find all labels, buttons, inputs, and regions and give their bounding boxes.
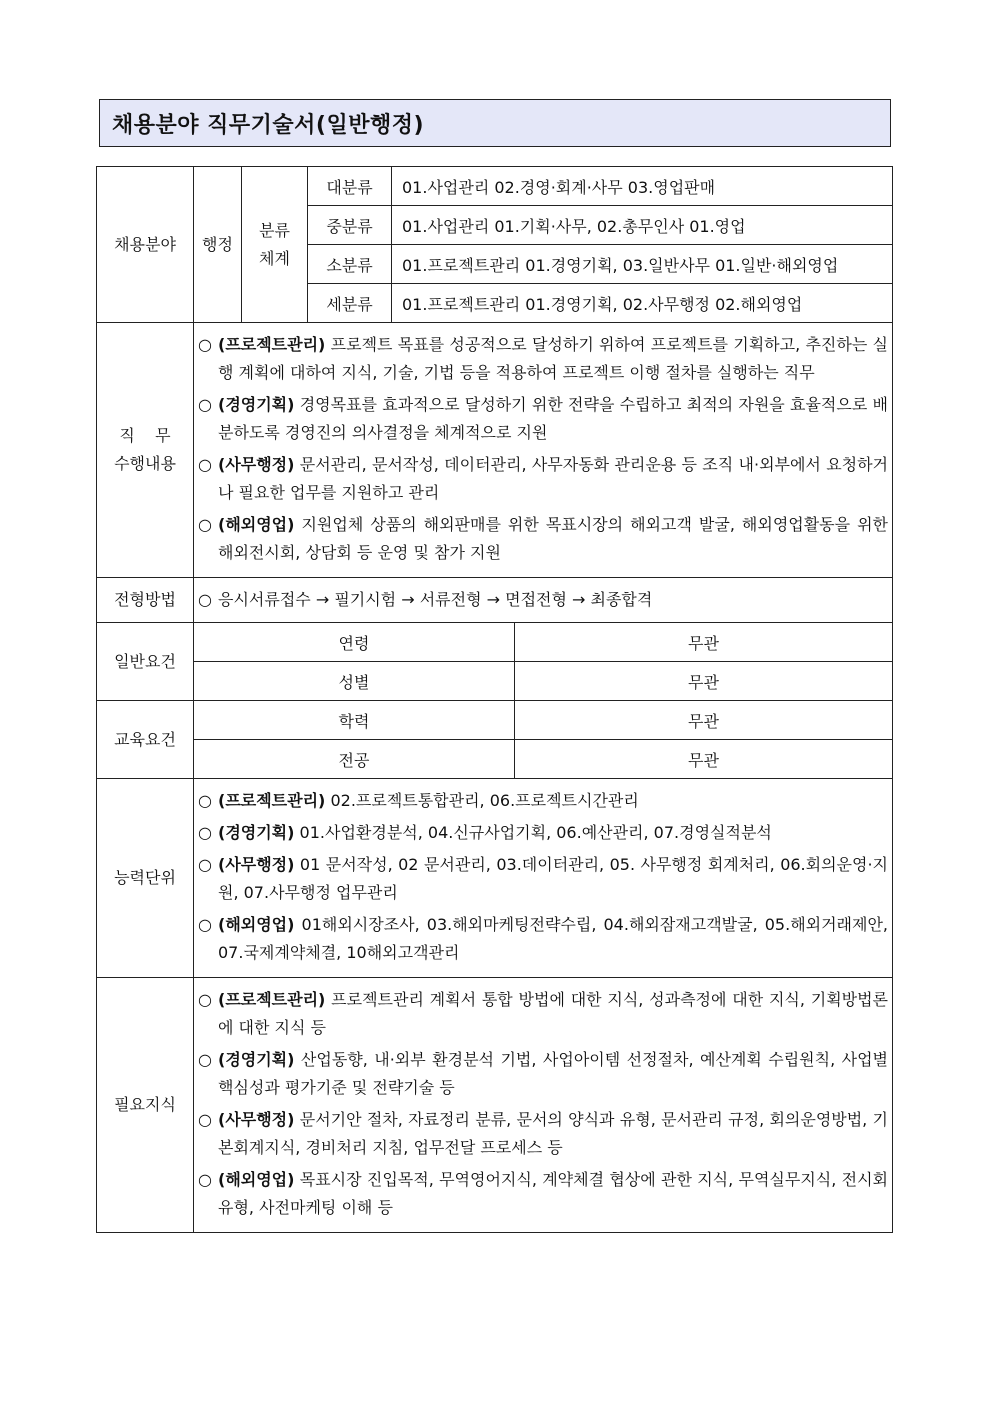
duties-label-line2: 수행내용 — [114, 454, 176, 473]
knowledge-row — [97, 978, 893, 1233]
selection-text: 응시서류접수 → 필기시험 → 서류전형 → 면접전형 → 최종합격 — [218, 590, 653, 609]
item-heading: (사무행정) — [218, 855, 295, 874]
selection-row — [97, 578, 893, 623]
bullet-icon: ○ — [198, 1170, 212, 1189]
classification-level-label: 소분류 — [308, 245, 392, 284]
classification-level-label: 대분류 — [308, 167, 392, 206]
req-value: 무관 — [515, 740, 893, 779]
general-req-label: 일반요건 — [97, 623, 194, 701]
bullet-icon: ○ — [198, 1110, 212, 1129]
item-heading: (사무행정) — [218, 455, 295, 474]
req-value: 무관 — [515, 623, 893, 662]
bullet-icon: ○ — [198, 990, 212, 1009]
classification-level-value: 01.프로젝트관리 01.경영기획, 02.사무행정 02.해외영업 — [392, 284, 893, 323]
item-text: 문서관리, 문서작성, 데이터관리, 사무자동화 관리운용 등 조직 내·외부에서 요청하거나 필요한 업무를 지원하고 관리 — [218, 455, 889, 502]
education-req-row — [97, 701, 893, 740]
item-heading: (해외영업) — [218, 1170, 295, 1189]
item-heading: (프로젝트관리) — [218, 791, 326, 810]
document-title: 채용분야 직무기술서(일반행정) — [99, 99, 891, 147]
item-text: 프로젝트 목표를 성공적으로 달성하기 위하여 프로젝트를 기획하고, 추진하는 실행 계획에 대하여 지식, 기술, 기법 등을 적용하여 프로젝트 이행 절차를 실행하는 직무 — [218, 335, 889, 382]
education-req-row — [97, 740, 893, 779]
list-item — [198, 391, 888, 447]
item-text: 경영목표를 효과적으로 달성하기 위한 전략을 수립하고 최적의 자원을 효율적으로 배분하도록 경영진의 의사결정을 체계적으로 지원 — [218, 395, 889, 442]
item-heading: (사무행정) — [218, 1110, 295, 1129]
item-text: 02.프로젝트통합관리, 06.프로젝트시간관리 — [325, 791, 639, 810]
duties-label-line1: 직 무 — [119, 426, 171, 445]
field-value: 행정 — [194, 167, 242, 323]
education-req-label: 교육요건 — [97, 701, 194, 779]
list-item — [198, 819, 888, 847]
list-item — [198, 851, 888, 907]
bullet-icon: ○ — [198, 915, 212, 934]
field-label: 채용분야 — [97, 167, 194, 323]
general-req-row — [97, 662, 893, 701]
bullet-icon: ○ — [198, 1050, 212, 1069]
selection-content — [194, 578, 893, 623]
bullet-icon: ○ — [198, 335, 212, 354]
competency-row — [97, 779, 893, 978]
bullet-icon: ○ — [198, 823, 212, 842]
item-text: 01.사업환경분석, 04.신규사업기획, 06.예산관리, 07.경영실적분석 — [294, 823, 772, 842]
classification-row — [97, 167, 893, 206]
classification-level-value: 01.사업관리 01.기획·사무, 02.총무인사 01.영업 — [392, 206, 893, 245]
bullet-icon: ○ — [198, 515, 212, 534]
bullet-icon: ○ — [198, 791, 212, 810]
classification-level-label: 세분류 — [308, 284, 392, 323]
list-item — [198, 986, 888, 1042]
duties-row — [97, 323, 893, 578]
item-heading: (프로젝트관리) — [218, 990, 326, 1009]
general-req-row — [97, 623, 893, 662]
knowledge-label: 필요지식 — [97, 978, 194, 1233]
list-item — [198, 1106, 888, 1162]
list-item — [198, 1046, 888, 1102]
classification-level-label: 중분류 — [308, 206, 392, 245]
item-text: 프로젝트관리 계획서 통합 방법에 대한 지식, 성과측정에 대한 지식, 기획방법론에 대한 지식 등 — [218, 990, 889, 1037]
duties-label — [97, 323, 194, 578]
req-key: 전공 — [194, 740, 515, 779]
item-text: 목표시장 진입목적, 무역영어지식, 계약체결 협상에 관한 지식, 무역실무지식, 전시회 유형, 사전마케팅 이해 등 — [218, 1170, 889, 1217]
item-text: 01 문서작성, 02 문서관리, 03.데이터관리, 05. 사무행정 회계처리, 06.회의운영·지원, 07.사무행정 업무관리 — [218, 855, 889, 902]
item-text: 산업동향, 내·외부 환경분석 기법, 사업아이템 선정절차, 예산계획 수립원칙, 사업별 핵심성과 평가기준 및 전략기술 등 — [218, 1050, 889, 1097]
selection-label: 전형방법 — [97, 578, 194, 623]
classification-level-value: 01.사업관리 02.경영·회계·사무 03.영업판매 — [392, 167, 893, 206]
list-item — [198, 787, 888, 815]
competency-content — [194, 779, 893, 978]
item-heading: (해외영업) — [218, 915, 295, 934]
req-key: 학력 — [194, 701, 515, 740]
bullet-icon: ○ — [198, 590, 212, 609]
req-key: 성별 — [194, 662, 515, 701]
item-heading: (프로젝트관리) — [218, 335, 326, 354]
item-text: 지원업체 상품의 해외판매를 위한 목표시장의 해외고객 발굴, 해외영업활동을 위한 해외전시회, 상담회 등 운영 및 참가 지원 — [218, 515, 889, 562]
req-value: 무관 — [515, 701, 893, 740]
classification-level-value: 01.프로젝트관리 01.경영기획, 03.일반사무 01.일반·해외영업 — [392, 245, 893, 284]
item-heading: (해외영업) — [218, 515, 295, 534]
req-value: 무관 — [515, 662, 893, 701]
system-label-line2: 체계 — [259, 248, 290, 268]
item-heading: (경영기획) — [218, 395, 295, 414]
bullet-icon: ○ — [198, 395, 212, 414]
item-heading: (경영기획) — [218, 823, 295, 842]
bullet-icon: ○ — [198, 855, 212, 874]
system-label — [242, 167, 308, 323]
item-heading: (경영기획) — [218, 1050, 295, 1069]
system-label-line1: 분류 — [259, 220, 290, 240]
list-item — [198, 331, 888, 387]
duties-content — [194, 323, 893, 578]
competency-label: 능력단위 — [97, 779, 194, 978]
list-item — [198, 1166, 888, 1222]
item-text: 01해외시장조사, 03.해외마케팅전략수립, 04.해외잠재고객발굴, 05.해외거래제안, 07.국제계약체결, 10해외고객관리 — [218, 915, 889, 962]
list-item — [198, 451, 888, 507]
req-key: 연령 — [194, 623, 515, 662]
list-item — [198, 511, 888, 567]
bullet-icon: ○ — [198, 455, 212, 474]
job-description-table — [96, 166, 893, 1233]
list-item — [198, 911, 888, 967]
item-text: 문서기안 절차, 자료정리 분류, 문서의 양식과 유형, 문서관리 규정, 회의운영방법, 기본회계지식, 경비처리 지침, 업무전달 프로세스 등 — [218, 1110, 889, 1157]
knowledge-content — [194, 978, 893, 1233]
